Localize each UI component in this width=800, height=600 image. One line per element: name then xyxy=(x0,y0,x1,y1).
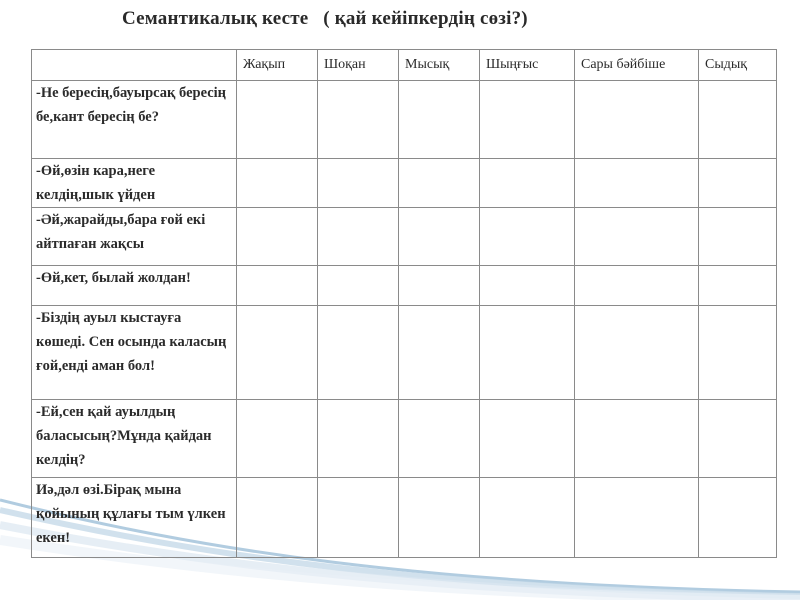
phrase-cell: -Не бересің,бауырсақ бересің бе,кант бересің бе? xyxy=(32,81,237,159)
answer-cell[interactable] xyxy=(318,478,399,558)
semantic-table xyxy=(31,49,777,558)
answer-cell[interactable] xyxy=(237,306,318,400)
answer-cell[interactable] xyxy=(699,266,777,306)
phrase-cell: Иә,дәл өзі.Бірақ мына қойының құлағы тым үлкен екен! xyxy=(32,478,237,558)
phrase-cell: -Біздің ауыл кыстауға көшеді. Сен осында каласың ғой,енді аман бол! xyxy=(32,306,237,400)
phrase-cell: -Өй,кет, былай жолдан! xyxy=(32,266,237,306)
answer-cell[interactable] xyxy=(480,81,575,159)
character-header: Жақып xyxy=(237,50,318,81)
answer-cell[interactable] xyxy=(318,81,399,159)
answer-cell[interactable] xyxy=(480,306,575,400)
answer-cell[interactable] xyxy=(480,400,575,478)
table-row xyxy=(32,208,777,266)
table-row xyxy=(32,159,777,208)
answer-cell[interactable] xyxy=(237,478,318,558)
answer-cell[interactable] xyxy=(318,306,399,400)
answer-cell[interactable] xyxy=(237,208,318,266)
answer-cell[interactable] xyxy=(399,81,480,159)
answer-cell[interactable] xyxy=(399,208,480,266)
table-row xyxy=(32,306,777,400)
answer-cell[interactable] xyxy=(237,81,318,159)
answer-cell[interactable] xyxy=(575,81,699,159)
answer-cell[interactable] xyxy=(318,208,399,266)
answer-cell[interactable] xyxy=(575,400,699,478)
phrase-cell: -Әй,жарайды,бара ғой екі айтпаған жақсы xyxy=(32,208,237,266)
answer-cell[interactable] xyxy=(318,400,399,478)
page-title: Семантикалық кесте ( қай кейіпкердің сөзі?) xyxy=(122,8,528,29)
answer-cell[interactable] xyxy=(399,478,480,558)
corner-cell xyxy=(32,50,237,81)
answer-cell[interactable] xyxy=(237,266,318,306)
answer-cell[interactable] xyxy=(399,306,480,400)
answer-cell[interactable] xyxy=(699,306,777,400)
answer-cell[interactable] xyxy=(480,208,575,266)
character-header: Мысық xyxy=(399,50,480,81)
table-body xyxy=(32,81,777,558)
answer-cell[interactable] xyxy=(480,478,575,558)
answer-cell[interactable] xyxy=(480,159,575,208)
answer-cell[interactable] xyxy=(318,266,399,306)
answer-cell[interactable] xyxy=(399,266,480,306)
answer-cell[interactable] xyxy=(575,478,699,558)
answer-cell[interactable] xyxy=(575,306,699,400)
phrase-cell: -Ей,сен қай ауылдың баласысың?Мұнда қайдан келдің? xyxy=(32,400,237,478)
answer-cell[interactable] xyxy=(575,159,699,208)
answer-cell[interactable] xyxy=(575,208,699,266)
answer-cell[interactable] xyxy=(399,400,480,478)
table-row xyxy=(32,81,777,159)
header-row xyxy=(32,50,777,81)
answer-cell[interactable] xyxy=(699,81,777,159)
answer-cell[interactable] xyxy=(699,159,777,208)
answer-cell[interactable] xyxy=(237,400,318,478)
answer-cell[interactable] xyxy=(699,208,777,266)
table-row xyxy=(32,266,777,306)
answer-cell[interactable] xyxy=(318,159,399,208)
answer-cell[interactable] xyxy=(237,159,318,208)
character-header: Шоқан xyxy=(318,50,399,81)
answer-cell[interactable] xyxy=(399,159,480,208)
character-header: Сыдық xyxy=(699,50,777,81)
answer-cell[interactable] xyxy=(480,266,575,306)
phrase-cell: -Өй,өзін кара,неге келдің,шык үйден xyxy=(32,159,237,208)
answer-cell[interactable] xyxy=(575,266,699,306)
answer-cell[interactable] xyxy=(699,400,777,478)
character-header: Сары бәйбіше xyxy=(575,50,699,81)
table-row xyxy=(32,478,777,558)
answer-cell[interactable] xyxy=(699,478,777,558)
character-header: Шыңғыс xyxy=(480,50,575,81)
table-row xyxy=(32,400,777,478)
